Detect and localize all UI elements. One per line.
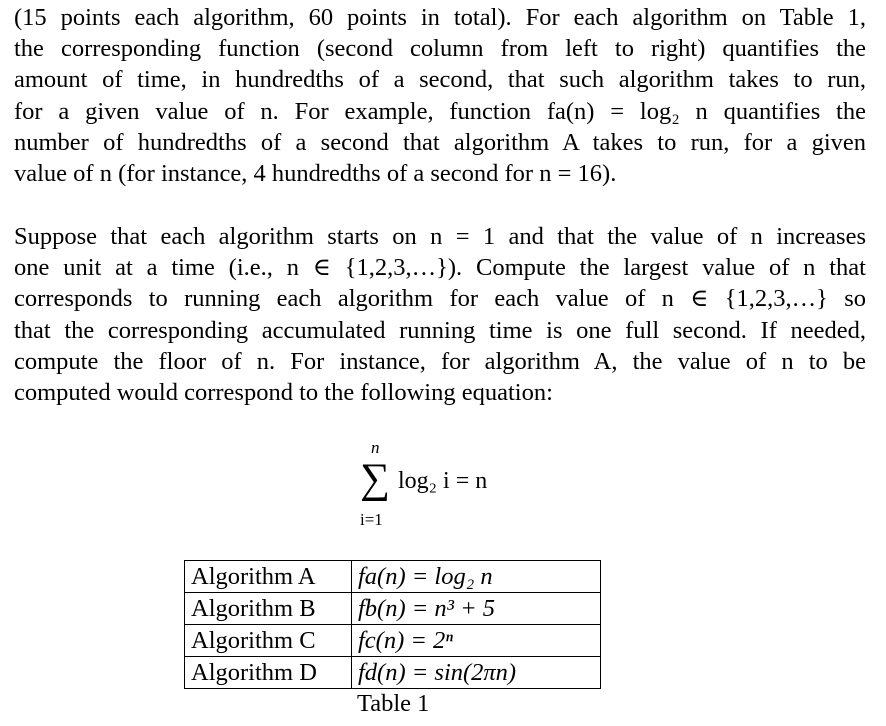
table-row [185,561,601,593]
algorithm-function: fc(n) = 2ⁿ [352,625,601,657]
problem-paragraph-2 [14,221,866,408]
summation-lower-limit: i=1 [360,510,383,529]
text-line: Suppose that each algorithm starts on n = 1 and that the value of n increases [14,223,866,250]
algorithm-name: Algorithm C [185,625,352,657]
table-row [185,593,601,625]
table-row [185,657,601,689]
sigma-symbol: ∑ [360,456,390,502]
algorithm-function: fa(n) = log₂ n [352,561,601,593]
algorithm-name: Algorithm D [185,657,352,689]
text-line: number of hundredths of a second that algorithm A takes to run, for a given [14,128,866,156]
table-caption: Table 1 [357,690,430,717]
text-line: computed would correspond to the following equation: [14,379,553,407]
text-line: compute the floor of n. For instance, for algorithm A, the value of n to be [14,347,866,375]
problem-paragraph-1 [14,2,866,189]
table-row [185,625,601,657]
algorithm-table [184,560,601,689]
text-line: for a given value of n. For example, function fa(n) = log₂ n quantifies the [14,97,866,125]
text-line: amount of time, in hundredths of a second, that such algorithm takes to run, [14,66,866,94]
text-line: that the corresponding accumulated running time is one full second. If needed, [14,316,866,344]
algorithm-function: fd(n) = sin(2πn) [352,657,601,689]
text-line: corresponds to running each algorithm for each value of n ∈ {1,2,3,…} so [14,285,866,313]
summation-body: log₂ i = n [398,468,488,494]
algorithm-name: Algorithm A [185,561,352,593]
text-line: value of n (for instance, 4 hundredths of a second for n = 16). [14,160,617,188]
text-line: one unit at a time (i.e., n ∈ {1,2,3,…}). Compute the largest value of n that [14,254,866,282]
text-line: (15 points each algorithm, 60 points in total). For each algorithm on Table 1, [14,4,866,31]
algorithm-function: fb(n) = n³ + 5 [352,593,601,625]
summation-equation [360,438,580,538]
algorithm-name: Algorithm B [185,593,352,625]
summation-upper-limit: n [371,438,380,457]
text-line: the corresponding function (second column from left to right) quantifies the [14,35,866,63]
